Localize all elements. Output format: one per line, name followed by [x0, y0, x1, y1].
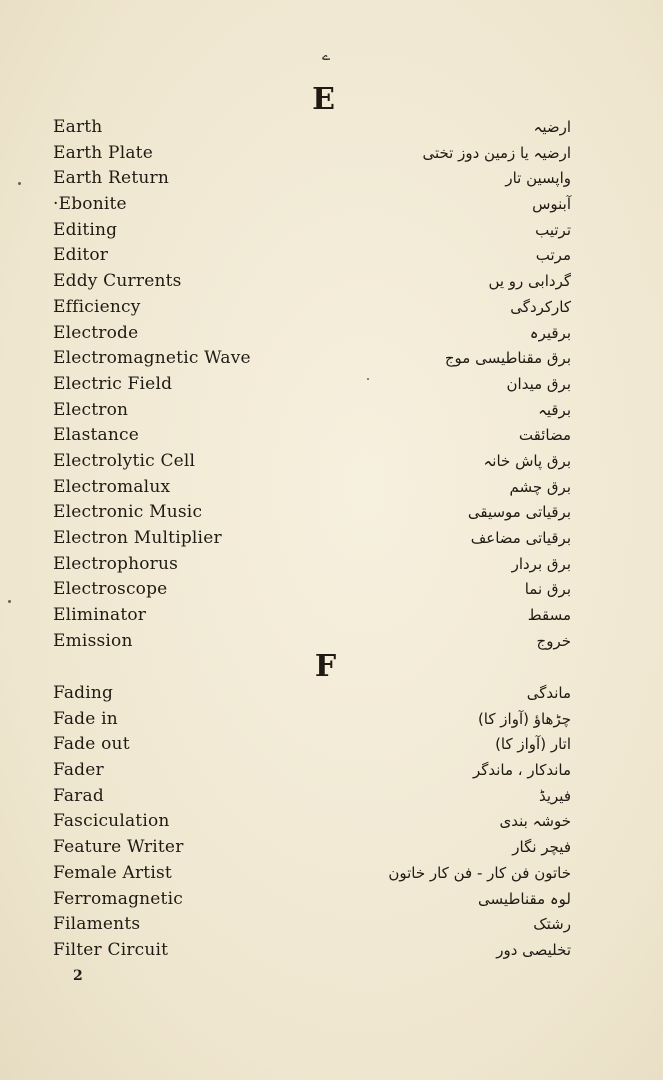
paper-speck [18, 182, 21, 185]
urdu-term: واپسین تار [505, 169, 571, 188]
section-letter-f: F [314, 649, 337, 684]
english-term: Farad [53, 785, 104, 806]
entry-row [0, 861, 663, 887]
urdu-term: تخلیصی دور [496, 940, 571, 959]
english-term: Eliminator [53, 605, 147, 626]
entry-row [0, 166, 663, 192]
urdu-term: برق پاش خانہ [483, 451, 571, 470]
top-mark: ے [322, 48, 331, 64]
entry-row [0, 758, 663, 784]
english-term: Fader [53, 760, 104, 781]
entry-row [0, 346, 663, 372]
urdu-term: چڑھاؤ (آواز کا) [477, 709, 571, 728]
urdu-term: ارضیہ یا زمین دوز تختی [422, 143, 571, 162]
urdu-term: برقیہ [538, 400, 571, 419]
entry-row [0, 603, 663, 629]
entry-row [0, 141, 663, 167]
english-term: Electron Multiplier [53, 528, 222, 548]
entry-row [0, 887, 663, 913]
urdu-term: برقیاتی مضاعف [470, 529, 571, 547]
english-term: Emission [53, 630, 133, 651]
english-term: Electrolytic Cell [53, 450, 196, 471]
page-number: 2 [73, 968, 83, 984]
entry-row [0, 835, 663, 861]
urdu-term: مضائقت [518, 426, 571, 445]
english-term: Electrode [53, 322, 139, 343]
urdu-term: مسقط [527, 606, 571, 625]
entry-row [0, 552, 663, 578]
entry-row [0, 192, 663, 218]
english-term: Female Artist [53, 862, 172, 883]
english-term: Fade out [53, 734, 130, 755]
entry-row [0, 732, 663, 758]
paper-speck [8, 600, 11, 603]
urdu-term: رشتک [533, 915, 571, 934]
english-term: Filter Circuit [53, 939, 169, 960]
section-letter-e: E [312, 82, 335, 117]
entry-row [0, 809, 663, 835]
entry-row [0, 372, 663, 398]
english-term: ·Ebonite [53, 194, 127, 215]
english-term: Electroscope [53, 579, 168, 600]
entry-row [0, 115, 663, 141]
urdu-term: برق چشم [509, 477, 571, 496]
english-term: Editor [53, 245, 109, 266]
urdu-term: برق میدان [506, 374, 571, 393]
urdu-term: ماندگی [526, 684, 571, 702]
entry-row [0, 707, 663, 733]
urdu-term: خاتون فن کار - فن کار خاتون [388, 863, 571, 882]
urdu-term: خوشہ بندی [499, 812, 571, 831]
entry-row [0, 449, 663, 475]
english-term: Filaments [53, 914, 141, 935]
urdu-term: کارکردگی [510, 297, 571, 316]
entry-row [0, 500, 663, 526]
section-f-entries [0, 681, 663, 964]
entry-row [0, 321, 663, 347]
english-term: Earth Plate [53, 142, 153, 163]
english-term: Fasciculation [53, 811, 170, 832]
english-term: Editing [53, 219, 118, 240]
entry-row [0, 398, 663, 424]
english-term: Electronic Music [53, 502, 203, 523]
entry-row [0, 269, 663, 295]
entry-row [0, 577, 663, 603]
urdu-term: برق بردار [511, 554, 571, 573]
urdu-term: آبنوس [532, 195, 571, 214]
section-e-entries [0, 115, 663, 654]
urdu-term: مرتب [535, 246, 571, 265]
urdu-term: اتار (آواز کا) [495, 735, 571, 754]
english-term: Electron [53, 399, 129, 420]
urdu-term: برقیاتی موسیقی [467, 503, 571, 522]
urdu-term: فیچر نگار [512, 838, 571, 857]
entry-row [0, 243, 663, 269]
urdu-term: گردابی رو یں [488, 272, 571, 291]
english-term: Eddy Currents [53, 271, 182, 292]
english-term: Electromalux [53, 476, 171, 497]
english-term: Efficiency [53, 296, 141, 317]
entry-row [0, 526, 663, 552]
urdu-term: ماندکار ، ماندگر [472, 761, 571, 780]
english-term: Earth Return [53, 168, 169, 189]
entry-row [0, 295, 663, 321]
urdu-term: ارضیہ [533, 118, 571, 136]
paper-speck [367, 378, 369, 380]
entry-row [0, 681, 663, 707]
english-term: Feature Writer [53, 837, 184, 858]
entry-row [0, 218, 663, 244]
urdu-term: ترتیب [535, 220, 571, 239]
urdu-term: برق نما [524, 580, 571, 599]
entry-row [0, 938, 663, 964]
english-term: Electromagnetic Wave [53, 348, 251, 369]
entry-row [0, 423, 663, 449]
urdu-term: لوہ مقناطیسی [478, 889, 571, 908]
english-term: Electrophorus [53, 553, 179, 574]
entry-row [0, 475, 663, 501]
english-term: Electric Field [53, 373, 173, 394]
urdu-term: برق مقناطیسی موج [444, 349, 571, 368]
english-term: Fade in [53, 708, 118, 729]
english-term: Elastance [53, 425, 140, 446]
english-term: Ferromagnetic [53, 888, 183, 909]
urdu-term: فیریڈ [538, 786, 571, 805]
english-term: Fading [53, 683, 114, 703]
urdu-term: خروج [536, 631, 571, 650]
entry-row [0, 912, 663, 938]
entry-row [0, 784, 663, 810]
english-term: Earth [53, 117, 103, 137]
urdu-term: برقیرہ [529, 323, 571, 342]
